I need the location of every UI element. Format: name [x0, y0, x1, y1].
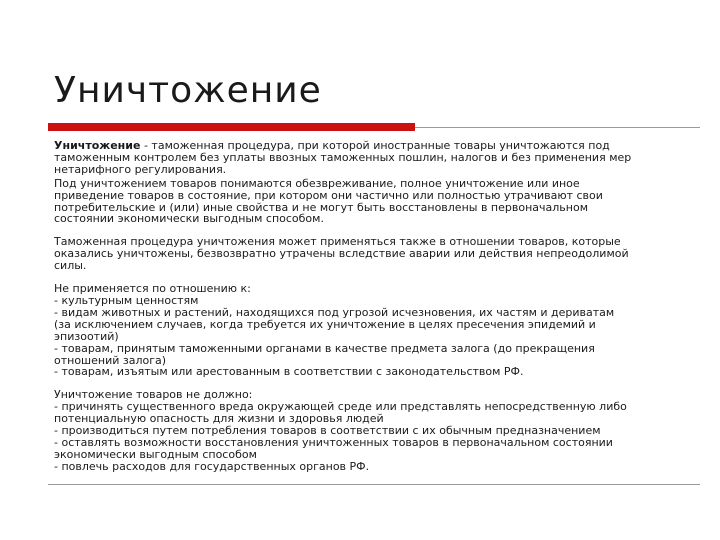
- paragraph-line: Уничтожение товаров не должно:: [54, 388, 253, 402]
- definition-text: - таможенная процедура, при которой иностранные товары уничтожаются под: [140, 139, 610, 152]
- list-item: - товарам, принятым таможенными органами в качестве предмета залога (до прекращения: [54, 341, 595, 355]
- list-item: - производиться путем потребления товаров в соответствии с их обычным предназначением: [54, 424, 601, 438]
- list-item: отношений залога): [54, 353, 167, 367]
- list-item: - товарам, изъятым или арестованным в соответствии с законодательством РФ.: [54, 365, 524, 379]
- list-item: (за исключением случаев, когда требуется их уничтожение в целях пресечения эпидемий и: [54, 317, 596, 331]
- paragraph-line: силы.: [54, 259, 87, 273]
- definition-term: Уничтожение: [54, 139, 141, 152]
- paragraph-line: Не применяется по отношению к:: [54, 282, 251, 296]
- slide-title: Уничтожение: [54, 70, 322, 111]
- list-item: - видам животных и растений, находящихся под угрозой исчезновения, их частям и дериватам: [54, 305, 615, 319]
- definition-line: таможенным контролем без уплаты ввозных таможенных пошлин, налогов и без применения мер: [54, 150, 632, 164]
- list-item: экономически выгодным способом: [54, 447, 257, 461]
- list-item: потенциальную опасность для жизни и здоровья людей: [54, 412, 384, 426]
- title-accent-bar: [48, 123, 415, 131]
- definition-line: нетарифного регулирования.: [54, 162, 227, 176]
- paragraph-line: потребительские и (или) иные свойства и не могут быть восстановлены в первоначальном: [54, 200, 588, 214]
- bottom-divider: [48, 484, 700, 485]
- slide-body: [54, 140, 704, 473]
- list-item: - причинять существенного вреда окружающей среде или представлять непосредственную либо: [54, 400, 627, 414]
- paragraph-line: приведение товаров в состояние, при котором они частично или полностью утрачивают свои: [54, 188, 603, 202]
- list-item: - повлечь расходов для государственных органов РФ.: [54, 459, 370, 473]
- paragraph-line: Таможенная процедура уничтожения может применяться также в отношении товаров, которые: [54, 235, 621, 249]
- paragraph-line: Под уничтожением товаров понимаются обезвреживание, полное уничтожение или иное: [54, 176, 580, 190]
- list-item: эпизоотий): [54, 329, 119, 343]
- paragraph-line: оказались уничтожены, безвозвратно утрачены вследствие аварии или действия непреодолимой: [54, 247, 629, 261]
- list-item: - культурным ценностям: [54, 293, 199, 307]
- list-item: - оставлять возможности восстановления уничтоженных товаров в первоначальном состоянии: [54, 435, 613, 449]
- paragraph-line: состоянии экономически выгодным способом.: [54, 212, 324, 226]
